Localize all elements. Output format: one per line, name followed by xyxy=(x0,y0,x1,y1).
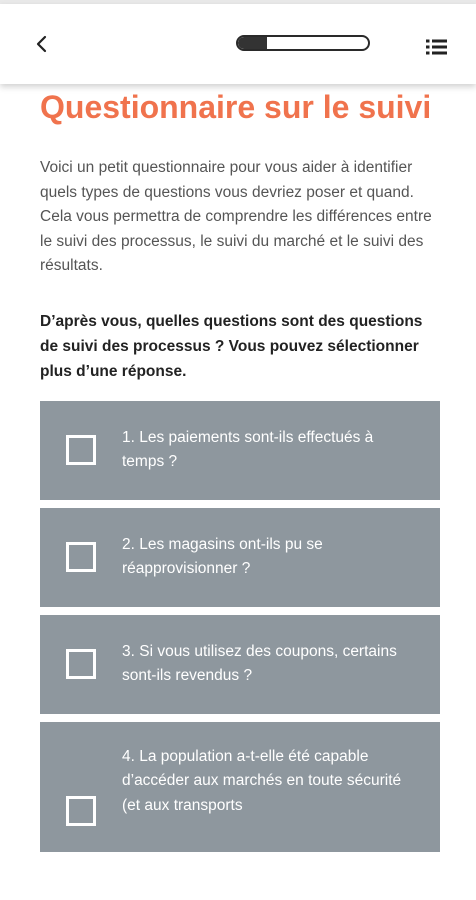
checkbox-empty-icon[interactable] xyxy=(66,649,96,679)
answer-option-2[interactable] xyxy=(40,508,440,607)
progress-bar-fill xyxy=(238,37,267,49)
top-bar xyxy=(0,4,476,84)
checkbox-empty-icon[interactable] xyxy=(66,435,96,465)
menu-button[interactable] xyxy=(420,32,454,62)
checkbox-empty-icon[interactable] xyxy=(66,542,96,572)
answer-option-label: 1. Les paiements sont-ils effectués à temps ? xyxy=(122,428,374,470)
answer-option-label: 2. Les magasins ont-ils pu se réapprovisionner ? xyxy=(122,535,323,577)
page-title: Questionnaire sur le suivi xyxy=(40,89,432,125)
back-button[interactable] xyxy=(28,28,56,60)
answer-option-label: 3. Si vous utilisez des coupons, certains sont-ils revendus ? xyxy=(122,642,397,684)
answer-option-label: 4. La population a-t-elle été capable d’accéder aux marchés en toute sécurité (et aux transports xyxy=(122,747,402,814)
question-text: D’après vous, quelles questions sont des questions de suivi des processus ? Vous pouvez sélectionner plus d’une réponse. xyxy=(40,312,423,380)
intro-text: Voici un petit questionnaire pour vous aider à identifier quels types de questions vous devriez poser et quand. Cela vous permettra de comprendre les différences entre le suivi des processus, le suivi du marché et le suivi des résultats. xyxy=(40,159,432,274)
progress-bar xyxy=(236,35,370,51)
chevron-left-icon xyxy=(35,34,49,54)
answer-options xyxy=(40,401,440,852)
main-content xyxy=(40,84,440,860)
answer-option-4[interactable] xyxy=(40,722,440,852)
answer-option-3[interactable] xyxy=(40,615,440,714)
checkbox-empty-icon[interactable] xyxy=(66,796,96,826)
list-menu-icon xyxy=(425,38,449,56)
answer-option-1[interactable] xyxy=(40,401,440,500)
